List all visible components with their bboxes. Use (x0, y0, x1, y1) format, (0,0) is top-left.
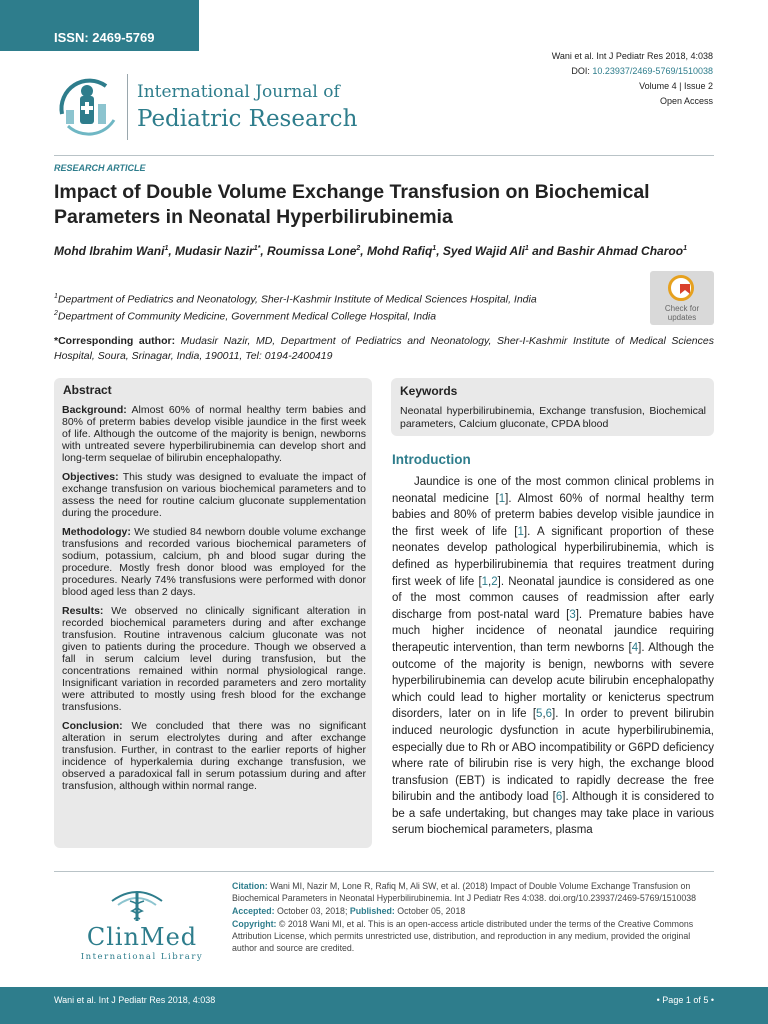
author-affiliation-sup: 1 (524, 245, 529, 252)
doi-link[interactable]: 10.23937/2469-5769/1510038 (592, 66, 713, 76)
reference-link[interactable]: 3 (569, 608, 576, 621)
published-date: October 05, 2018 (394, 906, 466, 916)
published-label: Published: (349, 906, 395, 916)
article-title: Impact of Double Volume Exchange Transfusion on Biochemical Parameters in Neonatal Hyperbilirubinemia (54, 181, 650, 228)
author-name: Syed Wajid Ali (442, 244, 525, 258)
citation-label: Citation: (232, 881, 268, 891)
abstract-section-label: Background: (62, 404, 127, 416)
issn-banner (0, 0, 199, 51)
author-name: Mohd Rafiq (366, 244, 433, 258)
accepted-date: October 03, 2018; (274, 906, 350, 916)
reference-link[interactable]: 2 (491, 575, 498, 588)
author-name: Mudasir Nazir (175, 244, 254, 258)
abstract-section-text: Almost 60% of normal healthy term babies and 80% of preterm babies develop visible jaundice in the first week of life. Although the outcome of the majority is benign, newborns with untreated severe hyperbilirubinemia can develop short and long-term sequelae of bilirubin encephalopathy. (62, 404, 366, 464)
reference-link[interactable]: 1 (498, 492, 506, 505)
affiliation-1-sup: 1 (54, 293, 58, 300)
footer-bar (0, 987, 768, 1024)
volume-issue: Volume 4 | Issue 2 (639, 81, 713, 91)
affiliation-1-text: Department of Pediatrics and Neonatology, Sher-I-Kashmir Institute of Medical Sciences Hospital, India (57, 293, 537, 306)
abstract-heading: Abstract (63, 383, 112, 397)
introduction-text (392, 474, 714, 839)
accepted-label: Accepted: (232, 906, 275, 916)
footer-divider (54, 871, 714, 872)
abstract-section-label: Conclusion: (62, 720, 123, 732)
author-separator: and (528, 244, 557, 258)
citation-text: Wani MI, Nazir M, Lone R, Rafiq M, Ali SW, et al. (2018) Impact of Double Volume Exchange Transfusion on Biochemical Parameters in Neonatal Hyperbilirubinemia. Int J Pediatr Res 4:038. doi.org/10.23937/2469-5769/1510038 (232, 881, 697, 903)
introduction-segment: ]. Almost 60% of normal healthy term babies and 80% of preterm babies develop visible jaundice in the first week of life [ (392, 492, 714, 538)
introduction-heading: Introduction (392, 452, 471, 467)
journal-name-line2: Pediatric Research (137, 106, 358, 132)
author-name: Bashir Ahmad Charoo (556, 244, 684, 258)
bookmark-icon (680, 284, 690, 294)
reference-link[interactable]: 1 (481, 575, 489, 588)
author-affiliation-sup: 1 (432, 245, 437, 252)
abstract-section-text: We concluded that there was no significant alteration in serum electrolytes during and after exchange transfusion. Further, in contrast to the earlier reports of higher incidence of hyperkalemia during exchange transfusion, we observed a paradoxical fall in serum potassium during and after transfusion, although within normal range. (62, 720, 366, 792)
abstract-box (54, 378, 372, 848)
introduction-segment: Jaundice is one of the most common clinical problems in neonatal medicine [ (392, 476, 714, 505)
copyright-label: Copyright: (232, 919, 277, 929)
abstract-body (62, 404, 366, 799)
journal-logo-icon (54, 74, 122, 138)
issn-label: ISSN: 2469-5769 (54, 30, 155, 45)
corresponding-label: *Corresponding author: (54, 335, 176, 347)
article-type: RESEARCH ARTICLE (54, 163, 146, 173)
keywords-heading: Keywords (400, 384, 458, 398)
abstract-section (62, 605, 366, 713)
abstract-section-label: Objectives: (62, 471, 119, 483)
introduction-segment: ]. In order to prevent bilirubin induced neurologic dysfunction in acute hyperbilirubinemia, especially due to Rh or ABO incompatibility or G6PD deficiency where rate of bilirubin rise is very high, the exchange blood transfusion (EBT) is indicated to rapidly decrease the free bilirubin and the antibody load [ (392, 708, 714, 804)
doi-label: DOI: (571, 66, 593, 76)
author-separator: , (168, 244, 176, 258)
introduction-segment: ]. Neonatal jaundice is considered as one of the most common causes of readmission after early discharge from post-natal ward [ (392, 575, 714, 621)
page-number: • Page 1 of 5 • (656, 995, 714, 1005)
introduction-segment: ]. Premature babies have much higher incidence of neonatal jaundice requiring therapeutic intervention, than term newborns [ (392, 608, 714, 654)
abstract-section (62, 526, 366, 598)
citation-short: Wani et al. Int J Pediatr Res 2018, 4:038 (551, 51, 713, 61)
publisher-subtitle: International Library (80, 952, 204, 962)
abstract-section (62, 720, 366, 792)
introduction-segment: ]. Although the outcome of the majority is benign, newborns with severe hyperbilirubinemia can develop acute bilirubin encephalopathy which could lead to higher mortality or kenicterus spectrum disorders, later on in life [ (392, 641, 714, 721)
reference-link[interactable]: 6 (545, 708, 553, 721)
author-separator: , (260, 244, 268, 258)
keywords-text: Neonatal hyperbilirubinemia, Exchange transfusion, Biochemical parameters, Calcium gluconate, CPDA blood (400, 405, 706, 430)
copyright-paragraph (232, 918, 714, 954)
citation-paragraph (232, 880, 714, 904)
reference-link[interactable]: 6 (555, 791, 563, 804)
author-affiliation-sup: 1 (164, 245, 169, 252)
author-name: Mohd Ibrahim Wani (54, 244, 165, 258)
affiliation-1 (54, 290, 537, 307)
reference-link[interactable]: 1 (517, 525, 524, 538)
copyright-text: © 2018 Wani MI, et al. This is an open-access article distributed under the terms of the Creative Commons Attribution License, which permits unrestricted use, distribution, and reproduction in any medium, provided the original author and source are credited. (232, 919, 694, 953)
abstract-section-text: We studied 84 newborn double volume exchange transfusions and recorded various biochemical parameters of sodium, potassium, calcium, ph and blood sugar during the procedure. Mostly fresh donor blood was employed for the procedures. Nearly 74% transfusions were performed with donor blood aged less than 2 days. (62, 526, 366, 598)
introduction-segment: ]. Although it is considered to be a safe undertaking, but changes may take place in various serum biochemical parameters, plasma (392, 791, 714, 837)
abstract-section-label: Results: (62, 605, 104, 617)
dates-paragraph (232, 905, 714, 917)
check-updates-line2: updates (667, 313, 697, 322)
header-divider (54, 155, 714, 156)
affiliation-2-text: Department of Community Medicine, Government Medical College Hospital, India (57, 310, 437, 323)
author-separator: , (360, 244, 367, 258)
article-meta (552, 49, 713, 109)
publisher-logo (62, 887, 222, 967)
affiliation-2-sup: 2 (54, 310, 58, 317)
abstract-section-text: This study was designed to evaluate the impact of exchange transfusion on various biochemical parameters and to assess the need for routine calcium gluconate supplementation during the procedure. (62, 471, 366, 519)
reference-link[interactable]: 4 (631, 641, 639, 654)
logo-divider (127, 74, 128, 140)
affiliation-2 (54, 307, 436, 324)
abstract-section-text: We observed no clinically significant alteration in recorded biochemical parameters during and after exchange transfusion. Routine intravenous calcium gluconate was not given to patients during the procedure. Though we observed a fall in serum calcium level during transfusion, but the concentrations remained within normal physiological range. Insignificant variation in recorded parameters and zero mortality were attributed to mostly using fresh blood for the exchange transfusions. (62, 605, 366, 713)
publisher-name: ClinMed (86, 923, 198, 951)
introduction-segment: , (488, 575, 492, 588)
open-access-label: Open Access (659, 96, 713, 106)
journal-name-line1: International Journal of (137, 82, 340, 102)
introduction-segment: , (542, 708, 546, 721)
author-list (54, 240, 719, 260)
keywords-box (391, 378, 714, 436)
introduction-segment: ]. A significant proportion of these neonates develop pathological hyperbilirubinemia, which is defined as hyperbilirubinemia that requires treatment during first week of life [ (392, 525, 714, 588)
author-affiliation-sup: 1* (253, 245, 261, 252)
author-affiliation-sup: 2 (356, 245, 361, 252)
corresponding-author (54, 334, 714, 364)
reference-link[interactable]: 5 (536, 708, 543, 721)
abstract-section-label: Methodology: (62, 526, 131, 538)
check-for-updates-badge[interactable] (650, 271, 714, 325)
abstract-section (62, 404, 366, 464)
author-separator: , (436, 244, 443, 258)
check-updates-icon (668, 275, 694, 301)
check-updates-line1: Check for (664, 304, 700, 313)
caduceus-icon (108, 887, 166, 921)
abstract-section (62, 471, 366, 519)
footer-citation: Wani et al. Int J Pediatr Res 2018, 4:038 (54, 995, 216, 1005)
doi-line (552, 64, 713, 79)
corresponding-text: Mudasir Nazir, MD, Department of Pediatrics and Neonatology, Sher-I-Kashmir Institute of Medical Sciences Hospital, Soura, Srinagar, India, 190011, Tel: 0194-2400419 (54, 335, 714, 362)
author-name: Roumissa Lone (267, 244, 357, 258)
author-affiliation-sup: 1 (683, 245, 687, 252)
citation-block (232, 880, 714, 955)
